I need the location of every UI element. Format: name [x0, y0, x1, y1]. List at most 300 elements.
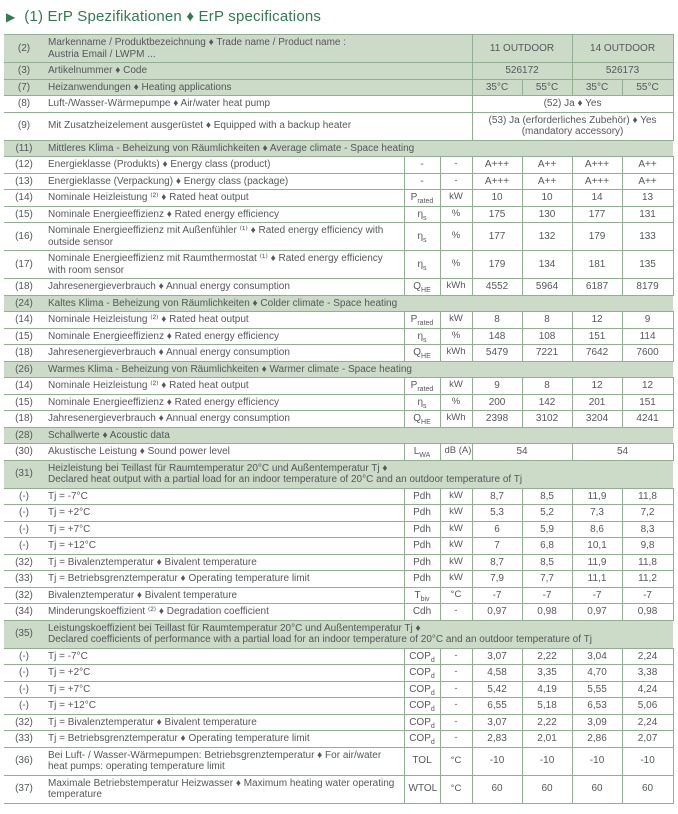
value-cell: 4,58	[472, 665, 522, 682]
value-cell: 4,24	[622, 681, 673, 698]
symbol: Pdh	[404, 488, 440, 505]
value-cell: 7,3	[572, 505, 622, 522]
row-label: Tj = +12°C	[44, 538, 404, 555]
row-number: (33)	[4, 571, 44, 588]
row-number: (15)	[4, 328, 44, 345]
table-row	[4, 681, 673, 698]
table-row	[4, 251, 673, 279]
table-row	[4, 394, 673, 411]
table-row	[4, 714, 673, 731]
row-number: (14)	[4, 378, 44, 395]
table-row	[4, 206, 673, 223]
value-cell: 4,19	[522, 681, 572, 698]
table-row	[4, 587, 673, 604]
value-cell: 10	[472, 190, 522, 207]
value-cell: 114	[622, 328, 673, 345]
row-number: (7)	[4, 79, 44, 96]
table-row	[4, 157, 673, 174]
value-cell: 2,07	[622, 731, 673, 748]
row-number: (16)	[4, 223, 44, 251]
row-label: Artikelnummer ♦ Code	[44, 63, 472, 80]
value-cell: 6,53	[572, 698, 622, 715]
row-number: (3)	[4, 63, 44, 80]
table-row	[4, 63, 673, 80]
value-cell: 11,8	[622, 488, 673, 505]
value-cell: 11,8	[622, 554, 673, 571]
erp-table	[4, 34, 674, 804]
value-cell: 3,38	[622, 665, 673, 682]
value-cell: 142	[522, 394, 572, 411]
value-cell: 14 OUTDOOR	[572, 35, 673, 63]
value-cell: 6	[472, 521, 522, 538]
row-label: Energieklasse (Verpackung) ♦ Energy class (package)	[44, 173, 404, 190]
table-row	[4, 444, 673, 461]
value-cell: 2,22	[522, 648, 572, 665]
value-cell: 179	[472, 251, 522, 279]
row-label: Tj = +7°C	[44, 521, 404, 538]
row-label: Tj = +2°C	[44, 505, 404, 522]
value-cell: A+++	[572, 157, 622, 174]
section-label: Mittleres Klima - Beheizung von Räumlichkeiten ♦ Average climate - Space heating	[44, 140, 673, 157]
table-row	[4, 79, 673, 96]
value-cell: 9	[472, 378, 522, 395]
value-cell: 3102	[522, 411, 572, 428]
unit: kW	[440, 190, 472, 207]
table-row	[4, 173, 673, 190]
value-cell: 4552	[472, 279, 522, 296]
value-cell: 135	[622, 251, 673, 279]
section-row	[4, 620, 673, 648]
row-number: (18)	[4, 345, 44, 362]
unit: kW	[440, 312, 472, 329]
row-label: Mit Zusatzheizelement ausgerüstet ♦ Equipped with a backup heater	[44, 112, 472, 140]
value-cell: -10	[522, 747, 572, 775]
unit: kWh	[440, 279, 472, 296]
unit: %	[440, 328, 472, 345]
value-cell: 2,01	[522, 731, 572, 748]
symbol: $T_{biv}$	[404, 587, 440, 604]
unit: -	[440, 698, 472, 715]
row-number: (-)	[4, 648, 44, 665]
value-cell: 35°C	[472, 79, 522, 96]
symbol: $P_{rated}$	[404, 378, 440, 395]
value-cell: 5,55	[572, 681, 622, 698]
section-row	[4, 361, 673, 378]
symbol: $COP_d$	[404, 665, 440, 682]
row-number: (-)	[4, 681, 44, 698]
symbol: $L_{WA}$	[404, 444, 440, 461]
value-cell: 6187	[572, 279, 622, 296]
row-label: Tj = +7°C	[44, 681, 404, 698]
value-cell: 2,24	[622, 714, 673, 731]
value-cell: 200	[472, 394, 522, 411]
symbol: Pdh	[404, 505, 440, 522]
table-row	[4, 35, 673, 63]
symbol: WTOL	[404, 775, 440, 803]
value-cell: 60	[522, 775, 572, 803]
value-cell: 4,70	[572, 665, 622, 682]
value-cell: 3,04	[572, 648, 622, 665]
value-cell: 131	[622, 206, 673, 223]
symbol: $COP_d$	[404, 681, 440, 698]
value-cell: 10,1	[572, 538, 622, 555]
row-number: (12)	[4, 157, 44, 174]
value-cell: 2398	[472, 411, 522, 428]
row-number: (32)	[4, 587, 44, 604]
unit: kWh	[440, 345, 472, 362]
row-label: Maximale Betriebstemperatur Heizwasser ♦ Maximum heating water operating temperature	[44, 775, 404, 803]
symbol: $Q_{HE}$	[404, 345, 440, 362]
value-cell: 2,86	[572, 731, 622, 748]
row-number: (8)	[4, 96, 44, 113]
section-row	[4, 140, 673, 157]
value-cell: 148	[472, 328, 522, 345]
row-label: Heizanwendungen ♦ Heating applications	[44, 79, 472, 96]
value-cell: 0,97	[472, 604, 522, 621]
value-cell: A++	[522, 157, 572, 174]
unit: -	[440, 157, 472, 174]
row-label: Akustische Leistung ♦ Sound power level	[44, 444, 404, 461]
value-cell: 3204	[572, 411, 622, 428]
row-number: (32)	[4, 554, 44, 571]
row-number: (31)	[4, 460, 44, 488]
value-cell: 8,5	[522, 488, 572, 505]
row-number: (-)	[4, 698, 44, 715]
symbol: $\eta_s$	[404, 206, 440, 223]
symbol: $Q_{HE}$	[404, 279, 440, 296]
value-cell: 35°C	[572, 79, 622, 96]
table-row	[4, 538, 673, 555]
value-cell: 60	[622, 775, 673, 803]
row-label: Nominale Heizleistung ⁽²⁾ ♦ Rated heat output	[44, 378, 404, 395]
row-number: (2)	[4, 35, 44, 63]
unit: °C	[440, 775, 472, 803]
unit: kW	[440, 378, 472, 395]
value-cell: 181	[572, 251, 622, 279]
value-cell: 12	[572, 312, 622, 329]
table-row	[4, 328, 673, 345]
symbol: -	[404, 157, 440, 174]
value-cell: 13	[622, 190, 673, 207]
unit: -	[440, 731, 472, 748]
value-cell: 7221	[522, 345, 572, 362]
row-number: (14)	[4, 190, 44, 207]
value-cell: 2,24	[622, 648, 673, 665]
table-row	[4, 665, 673, 682]
unit: %	[440, 251, 472, 279]
value-cell: 6,8	[522, 538, 572, 555]
value-cell: 7600	[622, 345, 673, 362]
row-number: (-)	[4, 521, 44, 538]
value-cell: 5,2	[522, 505, 572, 522]
value-cell: 54	[572, 444, 673, 461]
value-cell: 8	[522, 312, 572, 329]
value-cell: 60	[572, 775, 622, 803]
value-cell: 3,07	[472, 648, 522, 665]
value-cell: 2,22	[522, 714, 572, 731]
value-cell: 8,6	[572, 521, 622, 538]
value-cell: A+++	[472, 173, 522, 190]
collapse-arrow-icon: ▶	[6, 9, 16, 24]
value-cell: 60	[472, 775, 522, 803]
value-cell: A+++	[572, 173, 622, 190]
value-cell: 7,9	[472, 571, 522, 588]
value-cell: 3,09	[572, 714, 622, 731]
row-label: Tj = Betriebsgrenztemperatur ♦ Operating temperature limit	[44, 731, 404, 748]
row-label: Minderungskoeffizient ⁽²⁾ ♦ Degradation coefficient	[44, 604, 404, 621]
value-cell: 8	[472, 312, 522, 329]
symbol: $COP_d$	[404, 731, 440, 748]
value-cell: 134	[522, 251, 572, 279]
value-cell: A++	[522, 173, 572, 190]
value-cell: 177	[472, 223, 522, 251]
row-label: Nominale Energieeffizienz ♦ Rated energy efficiency	[44, 206, 404, 223]
value-cell: 130	[522, 206, 572, 223]
row-number: (15)	[4, 206, 44, 223]
symbol: Pdh	[404, 538, 440, 555]
section-row	[4, 460, 673, 488]
value-cell: (53) Ja (erforderliches Zubehör) ♦ Yes (mandatory accessory)	[472, 112, 673, 140]
symbol: Pdh	[404, 571, 440, 588]
unit: dB (A)	[440, 444, 472, 461]
row-label: Bivalenztemperatur ♦ Bivalent temperature	[44, 587, 404, 604]
section-row	[4, 295, 673, 312]
value-cell: A++	[622, 157, 673, 174]
table-row	[4, 488, 673, 505]
section-label: Schallwerte ♦ Acoustic data	[44, 427, 673, 444]
value-cell: -7	[522, 587, 572, 604]
value-cell: 12	[622, 378, 673, 395]
table-row	[4, 96, 673, 113]
value-cell: A++	[622, 173, 673, 190]
row-label: Tj = -7°C	[44, 648, 404, 665]
row-number: (34)	[4, 604, 44, 621]
unit: -	[440, 648, 472, 665]
value-cell: 54	[472, 444, 572, 461]
value-cell: 5,18	[522, 698, 572, 715]
row-number: (36)	[4, 747, 44, 775]
unit: -	[440, 681, 472, 698]
value-cell: 8	[522, 378, 572, 395]
value-cell: 5479	[472, 345, 522, 362]
row-number: (26)	[4, 361, 44, 378]
row-number: (15)	[4, 394, 44, 411]
value-cell: 3,35	[522, 665, 572, 682]
unit: kW	[440, 521, 472, 538]
row-label: Tj = +2°C	[44, 665, 404, 682]
symbol: Pdh	[404, 521, 440, 538]
row-label: Nominale Energieeffizienz mit Außenfühler ⁽¹⁾ ♦ Rated energy efficiency with outside sensor	[44, 223, 404, 251]
row-number: (35)	[4, 620, 44, 648]
value-cell: 5,42	[472, 681, 522, 698]
value-cell: -10	[622, 747, 673, 775]
symbol: $Q_{HE}$	[404, 411, 440, 428]
value-cell: 7,7	[522, 571, 572, 588]
value-cell: 3,07	[472, 714, 522, 731]
value-cell: 179	[572, 223, 622, 251]
row-number: (-)	[4, 488, 44, 505]
value-cell: -7	[572, 587, 622, 604]
row-label: Nominale Energieeffizienz mit Raumthermostat ⁽¹⁾ ♦ Rated energy efficiency with room sensor	[44, 251, 404, 279]
row-label: Nominale Energieeffizienz ♦ Rated energy efficiency	[44, 394, 404, 411]
value-cell: 8,3	[622, 521, 673, 538]
row-number: (32)	[4, 714, 44, 731]
unit: °C	[440, 747, 472, 775]
value-cell: 0,97	[572, 604, 622, 621]
value-cell: 11,9	[572, 554, 622, 571]
row-label: Luft-/Wasser-Wärmepumpe ♦ Air/water heat pump	[44, 96, 472, 113]
value-cell: 8,7	[472, 488, 522, 505]
row-label: Tj = Bivalenztemperatur ♦ Bivalent temperature	[44, 714, 404, 731]
table-row	[4, 190, 673, 207]
row-number: (18)	[4, 411, 44, 428]
symbol: $\eta_s$	[404, 251, 440, 279]
unit: -	[440, 604, 472, 621]
value-cell: 11 OUTDOOR	[472, 35, 572, 63]
row-number: (13)	[4, 173, 44, 190]
value-cell: 8,7	[472, 554, 522, 571]
table-row	[4, 223, 673, 251]
value-cell: 55°C	[522, 79, 572, 96]
row-number: (-)	[4, 505, 44, 522]
symbol: $P_{rated}$	[404, 312, 440, 329]
unit: kW	[440, 488, 472, 505]
row-label: Jahresenergieverbrauch ♦ Annual energy consumption	[44, 279, 404, 296]
value-cell: 0,98	[622, 604, 673, 621]
table-row	[4, 698, 673, 715]
page-title: (1) ErP Spezifikationen ♦ ErP specifications	[24, 8, 322, 25]
value-cell: 201	[572, 394, 622, 411]
table-row	[4, 648, 673, 665]
row-number: (9)	[4, 112, 44, 140]
row-label: Tj = +12°C	[44, 698, 404, 715]
symbol: $\eta_s$	[404, 394, 440, 411]
row-number: (28)	[4, 427, 44, 444]
unit: kWh	[440, 411, 472, 428]
unit: °C	[440, 587, 472, 604]
value-cell: 8179	[622, 279, 673, 296]
value-cell: (52) Ja ♦ Yes	[472, 96, 673, 113]
row-label: Bei Luft- / Wasser-Wärmepumpen: Betriebsgrenztemperatur ♦ For air/water heat pumps: operating temperature limit	[44, 747, 404, 775]
value-cell: 133	[622, 223, 673, 251]
section-label: Leistungskoeffizient bei Teillast für Raumtemperatur 20°C und Außentemperatur Tj ♦ Declared coefficients of performance with a partial load for an indoor temperature of 20°C and an outdoor temperature of Tj	[44, 620, 673, 648]
section-row	[4, 427, 673, 444]
row-number: (33)	[4, 731, 44, 748]
value-cell: 55°C	[622, 79, 673, 96]
section-label: Heizleistung bei Teillast für Raumtemperatur 20°C und Außentemperatur Tj ♦ Declared heat output with a partial load for an indoor temperature of 20°C and an outdoor temperature of Tj	[44, 460, 673, 488]
value-cell: -7	[472, 587, 522, 604]
row-label: Tj = -7°C	[44, 488, 404, 505]
value-cell: 132	[522, 223, 572, 251]
row-label: Jahresenergieverbrauch ♦ Annual energy consumption	[44, 345, 404, 362]
row-number: (-)	[4, 665, 44, 682]
row-number: (37)	[4, 775, 44, 803]
value-cell: 10	[522, 190, 572, 207]
symbol: -	[404, 173, 440, 190]
table-row	[4, 747, 673, 775]
row-label: Tj = Bivalenztemperatur ♦ Bivalent temperature	[44, 554, 404, 571]
row-number: (30)	[4, 444, 44, 461]
symbol: $P_{rated}$	[404, 190, 440, 207]
value-cell: 526172	[472, 63, 572, 80]
row-number: (18)	[4, 279, 44, 296]
section-label: Kaltes Klima - Beheizung von Räumlichkeiten ♦ Colder climate - Space heating	[44, 295, 673, 312]
symbol: Pdh	[404, 554, 440, 571]
value-cell: 0,98	[522, 604, 572, 621]
value-cell: 7	[472, 538, 522, 555]
symbol: TOL	[404, 747, 440, 775]
value-cell: 7642	[572, 345, 622, 362]
unit: kW	[440, 571, 472, 588]
value-cell: 151	[622, 394, 673, 411]
value-cell: 175	[472, 206, 522, 223]
value-cell: -10	[472, 747, 522, 775]
row-label: Tj = Betriebsgrenztemperatur ♦ Operating temperature limit	[44, 571, 404, 588]
table-row	[4, 411, 673, 428]
section-label: Warmes Klima - Beheizung von Räumlichkeiten ♦ Warmer climate - Space heating	[44, 361, 673, 378]
value-cell: 11,9	[572, 488, 622, 505]
table-row	[4, 554, 673, 571]
value-cell: 9,8	[622, 538, 673, 555]
symbol: $\eta_s$	[404, 223, 440, 251]
value-cell: 5,3	[472, 505, 522, 522]
value-cell: 5,06	[622, 698, 673, 715]
value-cell: 2,83	[472, 731, 522, 748]
table-row	[4, 112, 673, 140]
section-title-bar[interactable]	[6, 8, 675, 25]
unit: %	[440, 223, 472, 251]
value-cell: 5964	[522, 279, 572, 296]
unit: %	[440, 206, 472, 223]
table-row	[4, 775, 673, 803]
table-row	[4, 521, 673, 538]
row-label: Nominale Heizleistung ⁽²⁾ ♦ Rated heat output	[44, 312, 404, 329]
erp-table-body	[4, 35, 673, 804]
unit: -	[440, 173, 472, 190]
unit: kW	[440, 538, 472, 555]
value-cell: 7,2	[622, 505, 673, 522]
value-cell: 4241	[622, 411, 673, 428]
table-row	[4, 279, 673, 296]
symbol: $COP_d$	[404, 648, 440, 665]
table-row	[4, 731, 673, 748]
row-number: (11)	[4, 140, 44, 157]
table-row	[4, 378, 673, 395]
unit: kW	[440, 505, 472, 522]
unit: -	[440, 665, 472, 682]
value-cell: 5,9	[522, 521, 572, 538]
value-cell: 8,5	[522, 554, 572, 571]
value-cell: 151	[572, 328, 622, 345]
unit: kW	[440, 554, 472, 571]
table-row	[4, 604, 673, 621]
row-label: Nominale Energieeffizienz ♦ Rated energy efficiency	[44, 328, 404, 345]
value-cell: 6,55	[472, 698, 522, 715]
row-label: Jahresenergieverbrauch ♦ Annual energy consumption	[44, 411, 404, 428]
unit: %	[440, 394, 472, 411]
table-row	[4, 505, 673, 522]
value-cell: 108	[522, 328, 572, 345]
unit: -	[440, 714, 472, 731]
row-label: Nominale Heizleistung ⁽²⁾ ♦ Rated heat output	[44, 190, 404, 207]
value-cell: -7	[622, 587, 673, 604]
table-row	[4, 571, 673, 588]
row-label: Energieklasse (Produkts) ♦ Energy class (product)	[44, 157, 404, 174]
value-cell: 526173	[572, 63, 673, 80]
row-label: Markenname / Produktbezeichnung ♦ Trade name / Product name : Austria Email / LWPM ...	[44, 35, 472, 63]
symbol: $\eta_s$	[404, 328, 440, 345]
value-cell: 177	[572, 206, 622, 223]
